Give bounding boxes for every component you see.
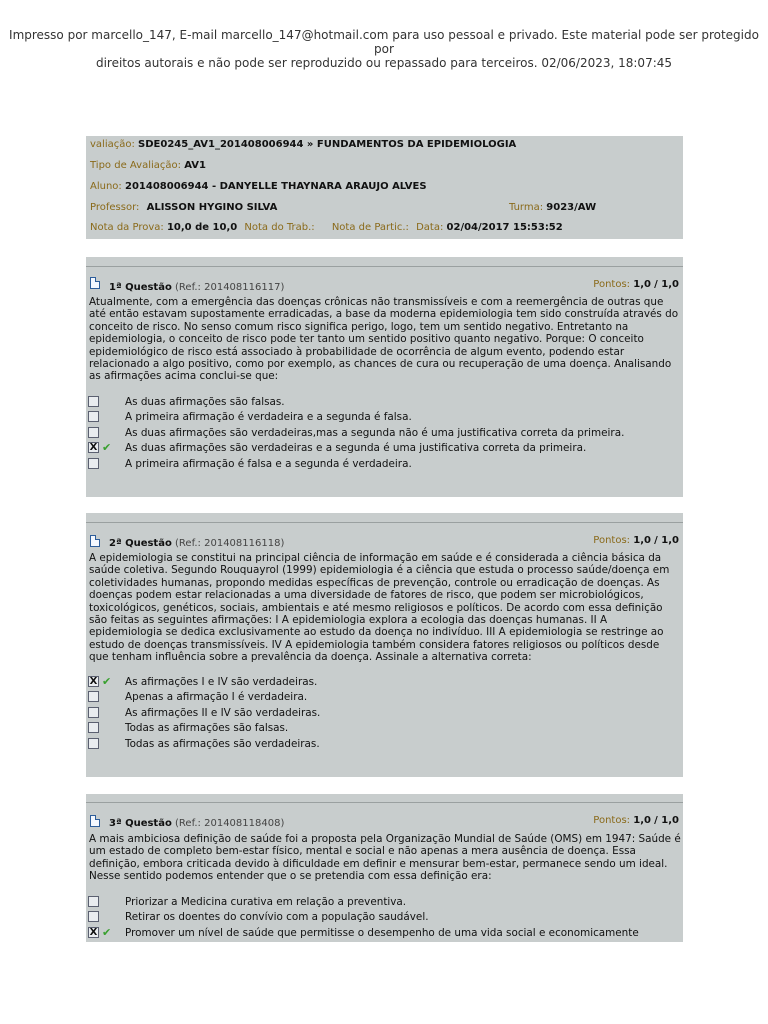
answer-checkbox[interactable]	[88, 738, 99, 749]
answer-option[interactable]	[88, 410, 678, 424]
points-score: 1,0	[633, 535, 651, 546]
answer-checkbox[interactable]	[88, 458, 99, 469]
answer-checkbox[interactable]	[88, 911, 99, 922]
tipo-label: Tipo de Avaliação:	[90, 160, 182, 171]
answer-checkbox[interactable]: X	[89, 442, 98, 453]
exam-header-panel	[86, 136, 683, 239]
answer-label: A primeira afirmação é verdadeira e a segunda é falsa.	[125, 411, 412, 423]
answer-checkbox[interactable]	[88, 427, 99, 438]
question-number: 3ª Questão	[109, 818, 172, 829]
turma-label: Turma:	[509, 202, 544, 213]
points-label: Pontos:	[593, 815, 631, 826]
points-score: 1,0	[633, 815, 651, 826]
print-notice-line1: Impresso por marcello_147, E-mail marcello_147@hotmail.com para uso pessoal e privado. Este material pode ser protegido por	[9, 28, 759, 56]
avaliacao-row	[90, 139, 516, 150]
answer-label: As duas afirmações são verdadeiras,mas a segunda não é uma justificativa correta da primeira.	[125, 427, 625, 439]
question-number: 2ª Questão	[109, 538, 172, 549]
question-panel	[86, 794, 683, 942]
answer-checkbox[interactable]: X	[89, 676, 98, 687]
answer-label: Priorizar a Medicina curativa em relação a preventiva.	[125, 896, 407, 908]
answer-label: As afirmações II e IV são verdadeiras.	[125, 707, 321, 719]
answer-option[interactable]	[88, 675, 678, 689]
nota-prova-label: Nota da Prova:	[90, 222, 164, 233]
professor-row	[90, 202, 277, 213]
answer-label: Retirar os doentes do convívio com a população saudável.	[125, 911, 429, 923]
tipo-row	[90, 160, 206, 171]
aluno-label: Aluno:	[90, 181, 122, 192]
points-max: / 1,0	[654, 535, 679, 546]
document-icon	[90, 277, 100, 289]
points-max: / 1,0	[654, 815, 679, 826]
turma-row	[509, 202, 596, 213]
question-title	[109, 282, 284, 293]
points-max: / 1,0	[654, 279, 679, 290]
divider	[86, 522, 683, 523]
answer-checkbox[interactable]	[88, 896, 99, 907]
answer-option[interactable]	[88, 690, 678, 704]
points-score: 1,0	[633, 279, 651, 290]
answer-option[interactable]	[88, 910, 678, 924]
answer-label: As duas afirmações são verdadeiras e a segunda é uma justificativa correta da primeira.	[125, 442, 587, 454]
check-icon: ✔	[102, 675, 112, 688]
question-panel	[86, 513, 683, 777]
avaliacao-value: SDE0245_AV1_201408006944 » FUNDAMENTOS DA EPIDEMIOLOGIA	[138, 139, 517, 150]
question-points	[593, 535, 679, 546]
answer-checkbox[interactable]	[88, 722, 99, 733]
question-text: A mais ambiciosa definição de saúde foi a proposta pela Organização Mundial de Saúde (OMS) em 1947: Saúde é um estado de completo bem-estar físico, mental e social e não apenas a mera ausência de doença. Essa definição, embora criticada devido à dificuldade em definir e mensurar bem-estar, permanece sendo um ideal. Nesse sentido podemos entender que o se pretendia com essa definição era:	[89, 833, 681, 883]
answer-option[interactable]	[88, 457, 678, 471]
question-title	[109, 538, 284, 549]
question-title	[109, 818, 284, 829]
question-number: 1ª Questão	[109, 282, 172, 293]
points-label: Pontos:	[593, 279, 631, 290]
aluno-value: 201408006944 - DANYELLE THAYNARA ARAUJO ALVES	[124, 181, 427, 192]
question-panel	[86, 257, 683, 497]
print-notice-line2: direitos autorais e não pode ser reproduzido ou repassado para terceiros. 02/06/2023, 18:07:45	[95, 56, 673, 70]
answer-option[interactable]	[88, 721, 678, 735]
answer-checkbox[interactable]	[88, 396, 99, 407]
divider	[86, 266, 683, 267]
answer-label: Todas as afirmações são verdadeiras.	[125, 738, 320, 750]
question-ref: (Ref.: 201408118408)	[175, 818, 285, 829]
question-ref: (Ref.: 201408116117)	[175, 282, 285, 293]
question-points	[593, 815, 679, 826]
answer-label: Apenas a afirmação I é verdadeira.	[125, 691, 308, 703]
answer-label: As duas afirmações são falsas.	[125, 396, 285, 408]
answer-option[interactable]	[88, 441, 678, 455]
question-text: A epidemiologia se constitui na principal ciência de informação em saúde e é considerada a ciência básica da saúde coletiva. Segundo Rouquayrol (1999) epidemiologia é a ciência que estuda o processo saúde/doença em coletividades humanas, propondo medidas específicas de prevenção, controle ou erradicação de doenças. As doenças podem estar relacionadas a uma diversidade de fatores de risco, que podem ser microbiológicos, toxicológicos, genéticos, sociais, ambientais e até mesmo religiosos e políticos. De acordo com essa definição são feitas as seguintes afirmações: I A epidemiologia explora a ecologia das doenças humanas. II A epidemiologia se dedica exclusivamente ao estudo da doença no indivíduo. III A epidemiologia se restringe ao estudo de doenças transmissíveis. IV A epidemiologia também considera fatores religiosos ou políticos desde que tenham influência sobre a prevalência da doença. Assinale a alternativa correta:	[89, 552, 670, 664]
avaliacao-label: valiação:	[90, 139, 135, 150]
tipo-value: AV1	[184, 160, 206, 171]
turma-value: 9023/AW	[546, 202, 597, 213]
answer-checkbox[interactable]: X	[89, 927, 98, 938]
professor-value: ALISSON HYGINO SILVA	[146, 202, 278, 213]
data-label: Data:	[416, 222, 444, 233]
nota-row	[90, 222, 563, 233]
nota-prova-value: 10,0 de 10,0	[166, 222, 238, 233]
answer-checkbox[interactable]	[88, 707, 99, 718]
document-icon	[90, 535, 100, 547]
answer-label: As afirmações I e IV são verdadeiras.	[125, 676, 318, 688]
nota-trab-label: Nota do Trab.:	[244, 222, 315, 233]
answer-option[interactable]	[88, 706, 678, 720]
check-icon: ✔	[102, 441, 112, 454]
answer-option[interactable]	[88, 426, 678, 440]
professor-label: Professor:	[90, 202, 140, 213]
answer-option[interactable]	[88, 737, 678, 751]
print-notice	[0, 28, 768, 70]
data-value: 02/04/2017 15:53:52	[446, 222, 563, 233]
answer-option[interactable]	[88, 926, 678, 940]
question-text: Atualmente, com a emergência das doenças crônicas não transmissíveis e com a reemergência de outras que até então estavam supostamente erradicadas, a base da moderna epidemiologia tem sido construída através do conceito de risco. No senso comum risco significa perigo, logo, tem um sentido negativo. Entretanto na epidemiologia, o conceito de risco pode ter tanto um sentido positivo quanto negativo. Porque: O conceito epidemiológico de risco está associado à probabilidade de ocorrência de algum evento, podendo estar relacionado a algo positivo, como por exemplo, as chances de cura ou recuperação de uma doença. Analisando as afirmações acima conclui-se que:	[89, 296, 679, 383]
answer-option[interactable]	[88, 395, 678, 409]
nota-partic-label: Nota de Partic.:	[331, 222, 409, 233]
answer-option[interactable]	[88, 895, 678, 909]
answer-label: A primeira afirmação é falsa e a segunda é verdadeira.	[125, 458, 412, 470]
question-points	[593, 279, 679, 290]
answer-label: Promover um nível de saúde que permitisse o desempenho de uma vida social e economicamente	[125, 927, 639, 939]
divider	[86, 802, 683, 803]
answer-checkbox[interactable]	[88, 411, 99, 422]
answer-label: Todas as afirmações são falsas.	[125, 722, 289, 734]
check-icon: ✔	[102, 926, 112, 939]
answer-checkbox[interactable]	[88, 691, 99, 702]
document-icon	[90, 815, 100, 827]
aluno-row	[90, 181, 427, 192]
question-ref: (Ref.: 201408116118)	[175, 538, 285, 549]
points-label: Pontos:	[593, 535, 631, 546]
